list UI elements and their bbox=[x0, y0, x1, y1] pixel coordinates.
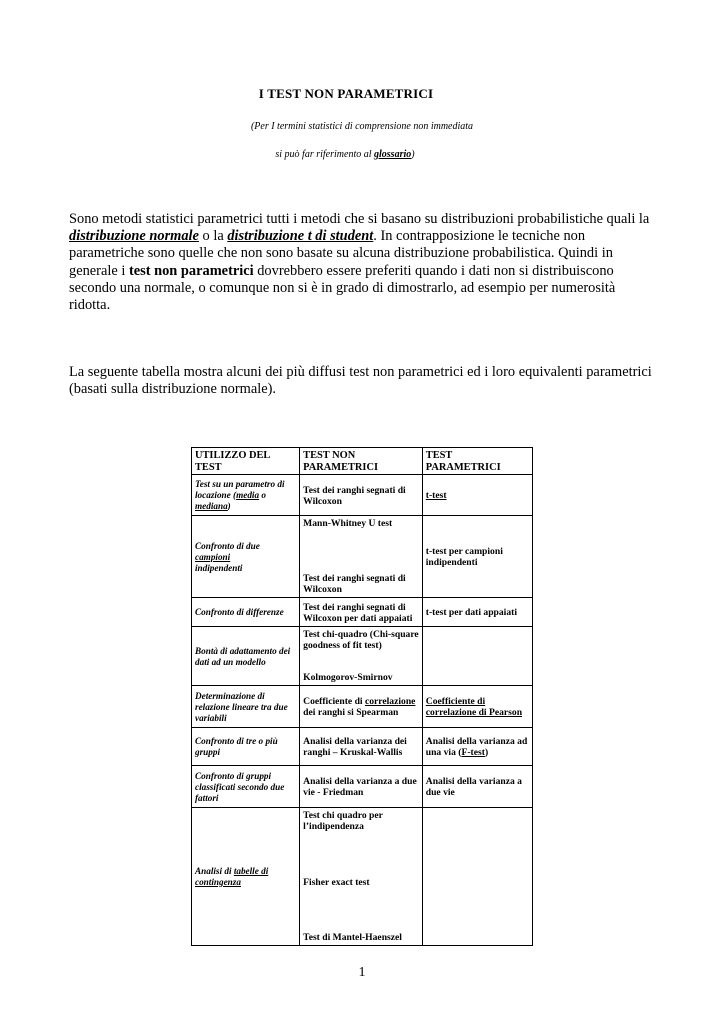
contingency-tables-link[interactable]: tabelle di contingenza bbox=[195, 866, 269, 887]
nonparametric-test: Test di Mantel-Haenszel bbox=[303, 932, 402, 943]
use-cell bbox=[192, 516, 300, 598]
nonparametric-text: dei ranghi si Spearman bbox=[303, 707, 399, 718]
nonparametric-test: Kolmogorov-Smirnov bbox=[303, 672, 393, 683]
page-title: I TEST NON PARAMETRICI bbox=[258, 86, 434, 101]
header-nonparametric: TEST NON PARAMETRICI bbox=[300, 448, 423, 475]
table-intro-paragraph: La seguente tabella mostra alcuni dei più diffusi test non parametrici ed i loro equivalenti parametrici (basati sulla distribuzione normale). bbox=[69, 364, 652, 398]
tests-table bbox=[191, 447, 533, 946]
parametric-cell bbox=[422, 686, 532, 728]
nonparametric-test: Fisher exact test bbox=[303, 876, 370, 888]
intro-text-4: dovrebbero essere preferiti quando i dati non si distribuiscono secondo una normale, o comunque non si è in grado di dimostrarlo, ad esempio per numerosità ridotta. bbox=[69, 262, 616, 314]
nonparametric-term: test non parametrici bbox=[128, 262, 254, 279]
nonparametric-test: Test chi-quadro (Chi-square goodness of fit test) bbox=[303, 629, 419, 651]
nonparametric-cell bbox=[300, 516, 423, 598]
parametric-text: Analisi della varianza ad una via ( bbox=[425, 736, 528, 758]
parametric-cell bbox=[422, 808, 532, 946]
parametric-text: ) bbox=[484, 747, 489, 758]
nonparametric-test: Test chi quadro per l’indipendenza bbox=[303, 810, 383, 832]
note-prefix: si può far riferimento al bbox=[275, 149, 375, 160]
nonparametric-cell bbox=[300, 686, 423, 728]
glossary-note-line2 bbox=[0, 149, 690, 160]
nonparametric-cell: Analisi della varianza dei ranghi – Kruskal-Wallis bbox=[300, 728, 423, 766]
glossary-link[interactable]: glossario bbox=[374, 149, 412, 160]
parametric-cell: t-test per dati appaiati bbox=[422, 598, 532, 627]
table-row bbox=[192, 728, 533, 766]
header-parametric: TEST PARAMETRICI bbox=[422, 448, 532, 475]
use-cell: Confronto di gruppi classificati secondo due fattori bbox=[192, 766, 300, 808]
use-text: Analisi di bbox=[195, 866, 234, 876]
glossary-note-line1: (Per I termini statistici di comprensione non immediata bbox=[250, 121, 474, 132]
nonparametric-cell bbox=[300, 808, 423, 946]
nonparametric-test: Test dei ranghi segnati di Wilcoxon bbox=[303, 573, 406, 595]
samples-link[interactable]: campioni bbox=[195, 551, 231, 562]
use-cell: Confronto di tre o più gruppi bbox=[192, 728, 300, 766]
header-use: UTILIZZO DEL TEST bbox=[192, 448, 300, 475]
table-row bbox=[192, 766, 533, 808]
intro-text-3: . In contrapposizione le tecniche non parametriche sono quelle che non sono basate su alcuna distribuzione probabilistica. Quindi in generale i bbox=[69, 228, 613, 279]
table-row bbox=[192, 516, 533, 598]
table-header-row bbox=[192, 448, 533, 475]
nonparametric-cell: Analisi della varianza a due vie - Friedman bbox=[300, 766, 423, 808]
parametric-cell: t-test per campioni indipendenti bbox=[422, 516, 532, 598]
correlation-link[interactable]: correlazione bbox=[364, 696, 416, 707]
use-text: Test su un parametro di locazione ( bbox=[195, 479, 285, 500]
intro-text-1: Sono metodi statistici parametrici tutti i metodi che si basano su distribuzioni probabilistiche quali la bbox=[69, 211, 650, 227]
nonparametric-test: Mann-Whitney U test bbox=[303, 518, 393, 529]
table-row bbox=[192, 808, 533, 946]
use-cell: Confronto di differenze bbox=[192, 598, 300, 627]
page-number: 1 bbox=[358, 965, 366, 980]
use-text: ) bbox=[227, 501, 231, 511]
student-distribution-link[interactable]: distribuzione t di student bbox=[227, 228, 374, 245]
normal-distribution-link[interactable]: distribuzione normale bbox=[69, 228, 199, 245]
f-test-link[interactable]: F-test bbox=[461, 747, 485, 758]
parametric-cell: Analisi della varianza a due vie bbox=[422, 766, 532, 808]
nonparametric-cell bbox=[300, 627, 423, 686]
use-cell bbox=[192, 475, 300, 516]
table-row bbox=[192, 686, 533, 728]
nonparametric-cell: Test dei ranghi segnati di Wilcoxon bbox=[300, 475, 423, 516]
pearson-link[interactable]: Coefficiente di correlazione di Pearson bbox=[425, 696, 523, 718]
table-row bbox=[192, 598, 533, 627]
use-cell: Determinazione di relazione lineare tra due variabili bbox=[192, 686, 300, 728]
use-text: o bbox=[259, 490, 266, 500]
parametric-cell bbox=[422, 627, 532, 686]
intro-text-2: o la bbox=[198, 228, 228, 245]
mean-link[interactable]: media bbox=[236, 490, 260, 500]
use-text: indipendenti bbox=[195, 562, 243, 573]
median-link[interactable]: mediana bbox=[195, 501, 228, 511]
use-text: Confronto di due bbox=[195, 540, 260, 551]
intro-paragraph bbox=[69, 211, 659, 314]
table-row bbox=[192, 627, 533, 686]
note-suffix: ) bbox=[411, 149, 415, 160]
nonparametric-text: Coefficiente di bbox=[303, 696, 365, 707]
parametric-cell bbox=[422, 728, 532, 766]
use-cell bbox=[192, 808, 300, 946]
parametric-cell bbox=[422, 475, 532, 516]
t-test-link[interactable]: t-test bbox=[425, 490, 447, 501]
nonparametric-cell: Test dei ranghi segnati di Wilcoxon per dati appaiati bbox=[300, 598, 423, 627]
table-row bbox=[192, 475, 533, 516]
use-cell: Bontà di adattamento dei dati ad un modello bbox=[192, 627, 300, 686]
